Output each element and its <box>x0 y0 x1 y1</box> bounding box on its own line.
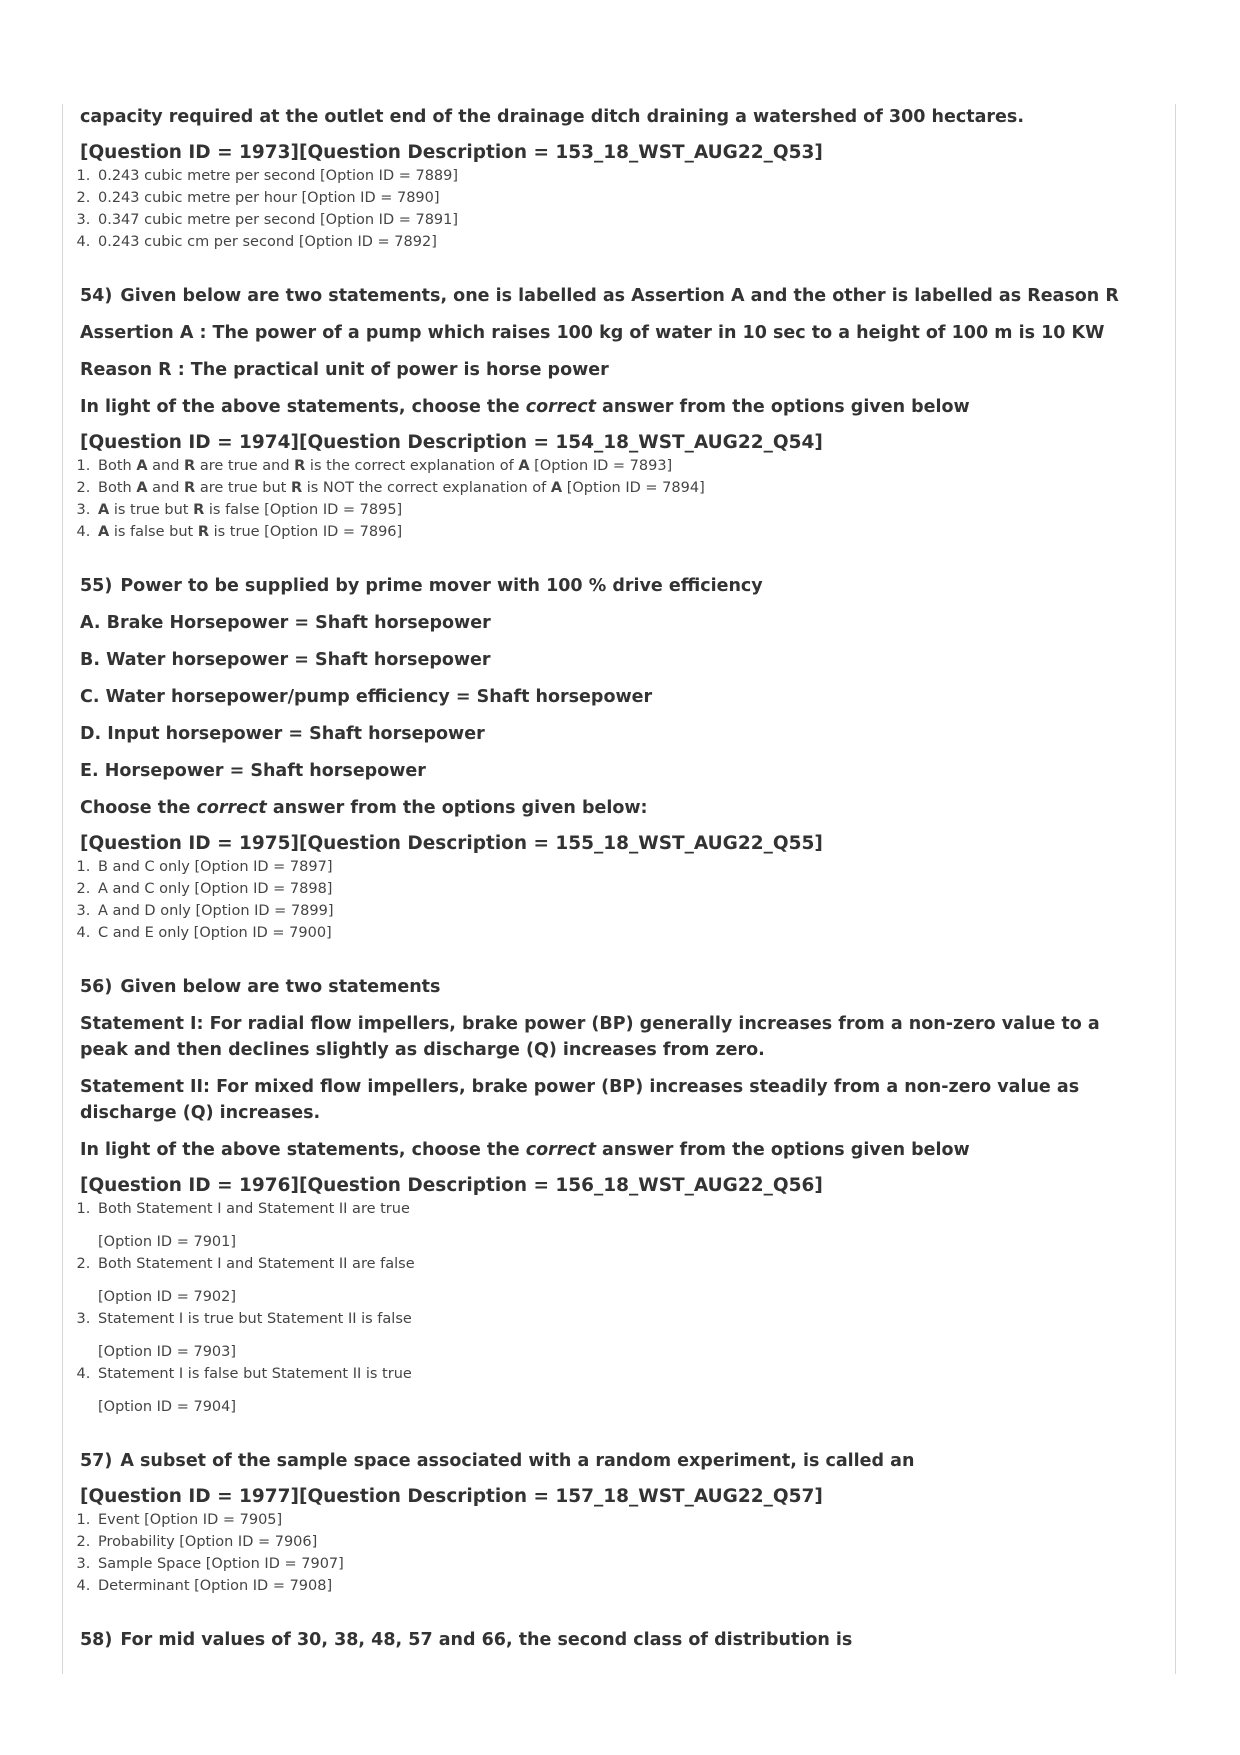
question-57-text <box>80 1448 1140 1474</box>
statement-2: Statement II: For mixed flow impellers, brake power (BP) increases steadily from a non-zero value as discharge (Q) increases. <box>80 1077 1080 1123</box>
question-58 <box>80 1627 1140 1653</box>
question-54 <box>80 283 1140 543</box>
question-number: 57) <box>80 1451 113 1471</box>
question-paper <box>80 104 1140 1664</box>
option-bold: R <box>197 524 209 540</box>
option-7899[interactable]: 3. A and D only [Option ID = 7899] <box>95 900 1140 922</box>
question-58-stem: For mid values of 30, 38, 48, 57 and 66, the second class of distribution is <box>120 1630 853 1650</box>
question-number: 56) <box>80 977 113 997</box>
option-7906[interactable]: 2. Probability [Option ID = 7906] <box>95 1531 1140 1553</box>
option-7904[interactable] <box>95 1363 1140 1418</box>
question-56-instruction <box>80 1137 1140 1163</box>
option-7890[interactable]: 2. 0.243 cubic metre per hour [Option ID = 7890] <box>95 187 1140 209</box>
question-55-id: [Question ID = 1975][Question Description = 155_18_WST_AUG22_Q55] <box>80 833 823 854</box>
option-text: is NOT the correct explanation of <box>302 480 551 496</box>
instruction-text: answer from the options given below <box>595 397 970 417</box>
option-7908[interactable]: 4. Determinant [Option ID = 7908] <box>95 1575 1140 1597</box>
option-7898[interactable]: 2. A and C only [Option ID = 7898] <box>95 878 1140 900</box>
option-id: [Option ID = 7901] <box>98 1234 237 1250</box>
option-text: Both Statement I and Statement II are false <box>98 1256 415 1272</box>
question-55-stem: Power to be supplied by prime mover with 100 % drive efficiency <box>120 576 763 596</box>
option-text: Both Statement I and Statement II are true <box>98 1201 410 1217</box>
question-54-text <box>80 283 1140 309</box>
question-57-stem: A subset of the sample space associated with a random experiment, is called an <box>120 1451 915 1471</box>
question-number: 54) <box>80 286 113 306</box>
question-54-id: [Question ID = 1974][Question Description = 154_18_WST_AUG22_Q54] <box>80 432 823 453</box>
instruction-text: In light of the above statements, choose the <box>80 1140 526 1160</box>
question-57 <box>80 1448 1140 1597</box>
option-7892[interactable]: 4. 0.243 cubic cm per second [Option ID = 7892] <box>95 231 1140 253</box>
question-57-options <box>67 1509 1140 1597</box>
option-bold: R <box>193 502 205 518</box>
statement-d: D. Input horsepower = Shaft horsepower <box>80 724 485 744</box>
question-53-text: capacity required at the outlet end of the drainage ditch draining a watershed of 300 hectares. <box>80 107 1024 127</box>
option-id: [Option ID = 7902] <box>98 1289 237 1305</box>
question-56-id: [Question ID = 1976][Question Description = 156_18_WST_AUG22_Q56] <box>80 1175 823 1196</box>
option-7895[interactable] <box>95 499 1140 521</box>
option-text: Statement I is false but Statement II is true <box>98 1366 412 1382</box>
question-53-options <box>67 165 1140 253</box>
option-text: are true and <box>195 458 295 474</box>
option-id: [Option ID = 7903] <box>98 1344 237 1360</box>
option-text: and <box>147 458 185 474</box>
option-bold: A <box>98 524 110 540</box>
option-bold: R <box>184 480 196 496</box>
option-id: [Option ID = 7893] <box>529 458 673 474</box>
question-56-stem: Given below are two statements <box>120 977 441 997</box>
assertion-a: Assertion A : The power of a pump which raises 100 kg of water in 10 sec to a height of 100 m is 10 KW <box>80 323 1105 343</box>
option-7902[interactable] <box>95 1253 1140 1308</box>
statement-a: A. Brake Horsepower = Shaft horsepower <box>80 613 491 633</box>
instruction-text: answer from the options given below <box>595 1140 970 1160</box>
option-7903[interactable] <box>95 1308 1140 1363</box>
option-7900[interactable]: 4. C and E only [Option ID = 7900] <box>95 922 1140 944</box>
option-bold: A <box>136 480 148 496</box>
option-text: are true but <box>195 480 291 496</box>
option-text: is false [Option ID = 7895] <box>204 502 403 518</box>
question-number: 55) <box>80 576 113 596</box>
question-56 <box>80 974 1140 1418</box>
option-bold: A <box>98 502 110 518</box>
question-number: 58) <box>80 1630 113 1650</box>
question-53-id: [Question ID = 1973][Question Description = 153_18_WST_AUG22_Q53] <box>80 142 823 163</box>
option-7897[interactable]: 1. B and C only [Option ID = 7897] <box>95 856 1140 878</box>
option-7901[interactable] <box>95 1198 1140 1253</box>
option-bold: A <box>136 458 148 474</box>
option-bold: A <box>550 480 563 496</box>
option-text: and <box>147 480 185 496</box>
option-text: Statement I is true but Statement II is false <box>98 1311 412 1327</box>
option-7891[interactable]: 3. 0.347 cubic metre per second [Option ID = 7891] <box>95 209 1140 231</box>
question-55-instruction <box>80 795 1140 821</box>
option-7893[interactable] <box>95 455 1140 477</box>
statement-1: Statement I: For radial flow impellers, brake power (BP) generally increases from a non-zero value to a peak and then declines slightly as discharge (Q) increases from zero. <box>80 1014 1100 1060</box>
instruction-text: Choose the <box>80 798 197 818</box>
reason-r: Reason R : The practical unit of power is horse power <box>80 360 609 380</box>
statement-c: C. Water horsepower/pump efficiency = Shaft horsepower <box>80 687 653 707</box>
option-bold: R <box>184 458 196 474</box>
question-55 <box>80 573 1140 944</box>
option-text: is false but <box>109 524 198 540</box>
question-58-text <box>80 1627 1140 1653</box>
option-text: Both <box>98 458 137 474</box>
option-id: [Option ID = 7894] <box>562 480 705 496</box>
statement-b: B. Water horsepower = Shaft horsepower <box>80 650 491 670</box>
instruction-emphasis: correct <box>196 798 267 818</box>
option-text: is true but <box>109 502 194 518</box>
option-bold: R <box>290 480 303 496</box>
option-text: is the correct explanation of <box>305 458 519 474</box>
instruction-text: In light of the above statements, choose the <box>80 397 526 417</box>
question-56-text <box>80 974 1140 1000</box>
instruction-emphasis: correct <box>525 397 596 417</box>
option-bold: A <box>518 458 530 474</box>
option-7907[interactable]: 3. Sample Space [Option ID = 7907] <box>95 1553 1140 1575</box>
question-53 <box>80 104 1140 253</box>
instruction-emphasis: correct <box>525 1140 596 1160</box>
option-7894[interactable] <box>95 477 1140 499</box>
option-7889[interactable]: 1. 0.243 cubic metre per second [Option ID = 7889] <box>95 165 1140 187</box>
option-text: is true [Option ID = 7896] <box>209 524 403 540</box>
question-56-options <box>67 1198 1140 1418</box>
question-54-instruction <box>80 394 1140 420</box>
option-id: [Option ID = 7904] <box>98 1399 237 1415</box>
question-57-id: [Question ID = 1977][Question Description = 157_18_WST_AUG22_Q57] <box>80 1486 823 1507</box>
statement-e: E. Horsepower = Shaft horsepower <box>80 761 426 781</box>
question-55-options <box>67 856 1140 944</box>
instruction-text: answer from the options given below: <box>266 798 648 818</box>
option-text: Both <box>98 480 137 496</box>
question-55-text <box>80 573 1140 599</box>
question-54-options <box>67 455 1140 543</box>
question-54-stem: Given below are two statements, one is labelled as Assertion A and the other is labelled as Reason R <box>120 286 1119 306</box>
option-bold: R <box>294 458 306 474</box>
option-7896[interactable] <box>95 521 1140 543</box>
option-7905[interactable]: 1. Event [Option ID = 7905] <box>95 1509 1140 1531</box>
